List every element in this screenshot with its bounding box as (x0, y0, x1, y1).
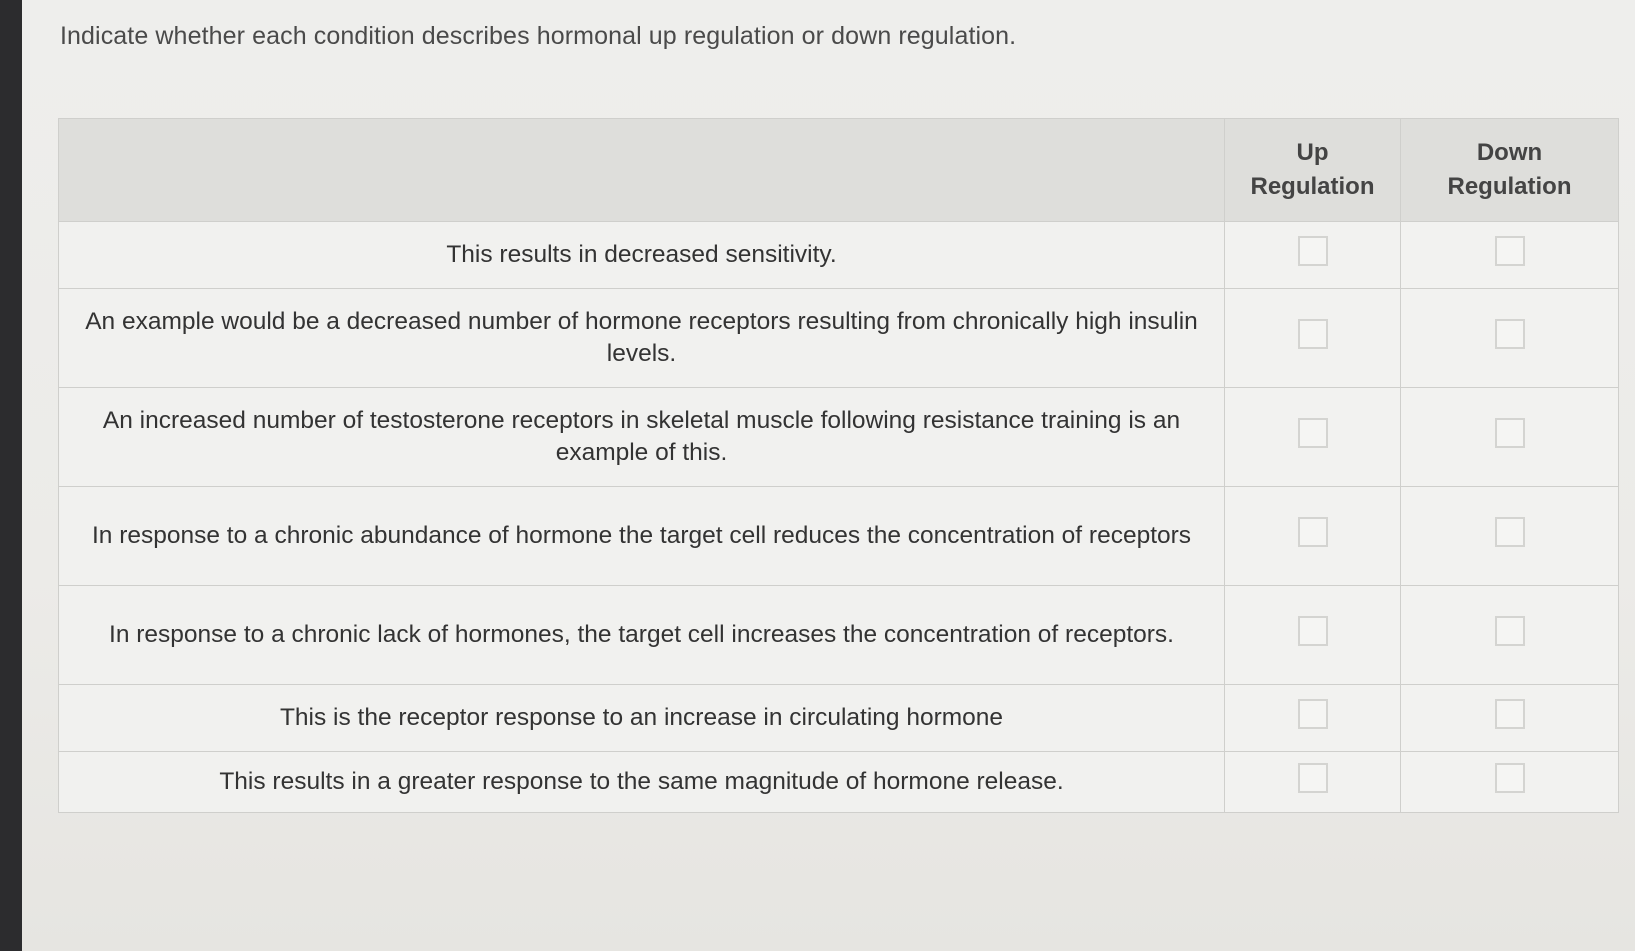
question-prompt: Indicate whether each condition describes hormonal up regulation or down regulation. (60, 22, 1017, 50)
down-regulation-checkbox[interactable] (1495, 517, 1525, 547)
up-regulation-checkbox[interactable] (1298, 236, 1328, 266)
up-regulation-checkbox[interactable] (1298, 418, 1328, 448)
condition-text: An example would be a decreased number of hormone receptors resulting from chronically high insulin levels. (59, 289, 1225, 388)
up-regulation-checkbox[interactable] (1298, 763, 1328, 793)
up-regulation-cell (1225, 487, 1401, 586)
header-up-line1: Up (1296, 139, 1329, 167)
table-row (59, 752, 1619, 813)
up-regulation-cell (1225, 222, 1401, 289)
table-row (59, 388, 1619, 487)
up-regulation-cell (1225, 289, 1401, 388)
down-regulation-checkbox[interactable] (1495, 616, 1525, 646)
condition-text: An increased number of testosterone receptors in skeletal muscle following resistance training is an example of this. (59, 388, 1225, 487)
down-regulation-cell (1401, 289, 1619, 388)
condition-text: In response to a chronic abundance of hormone the target cell reduces the concentration of receptors (59, 487, 1225, 586)
header-down-line1: Down (1476, 139, 1543, 167)
down-regulation-cell (1401, 487, 1619, 586)
up-regulation-cell (1225, 752, 1401, 813)
up-regulation-checkbox[interactable] (1298, 319, 1328, 349)
condition-text: In response to a chronic lack of hormones, the target cell increases the concentration of receptors. (59, 586, 1225, 685)
header-up-line2: Regulation (1250, 173, 1375, 200)
condition-text: This results in decreased sensitivity. (59, 222, 1225, 289)
up-regulation-checkbox[interactable] (1298, 517, 1328, 547)
up-regulation-checkbox[interactable] (1298, 616, 1328, 646)
table-row (59, 487, 1619, 586)
down-regulation-cell (1401, 685, 1619, 752)
up-regulation-cell (1225, 586, 1401, 685)
down-regulation-cell (1401, 752, 1619, 813)
screen (22, 0, 1635, 951)
down-regulation-checkbox[interactable] (1495, 418, 1525, 448)
header-down-line2: Regulation (1447, 173, 1572, 200)
header-row (59, 119, 1619, 222)
down-regulation-checkbox[interactable] (1495, 319, 1525, 349)
down-regulation-checkbox[interactable] (1495, 699, 1525, 729)
up-regulation-cell (1225, 685, 1401, 752)
table-row (59, 222, 1619, 289)
condition-text: This is the receptor response to an increase in circulating hormone (59, 685, 1225, 752)
down-regulation-cell (1401, 388, 1619, 487)
down-regulation-cell (1401, 222, 1619, 289)
header-down-regulation (1401, 119, 1619, 222)
up-regulation-cell (1225, 388, 1401, 487)
down-regulation-checkbox[interactable] (1495, 763, 1525, 793)
header-condition (59, 119, 1225, 222)
classification-table (58, 118, 1619, 813)
table-row (59, 586, 1619, 685)
table-row (59, 289, 1619, 388)
up-regulation-checkbox[interactable] (1298, 699, 1328, 729)
down-regulation-checkbox[interactable] (1495, 236, 1525, 266)
header-up-regulation (1225, 119, 1401, 222)
down-regulation-cell (1401, 586, 1619, 685)
condition-text: This results in a greater response to the same magnitude of hormone release. (59, 752, 1225, 813)
table-row (59, 685, 1619, 752)
